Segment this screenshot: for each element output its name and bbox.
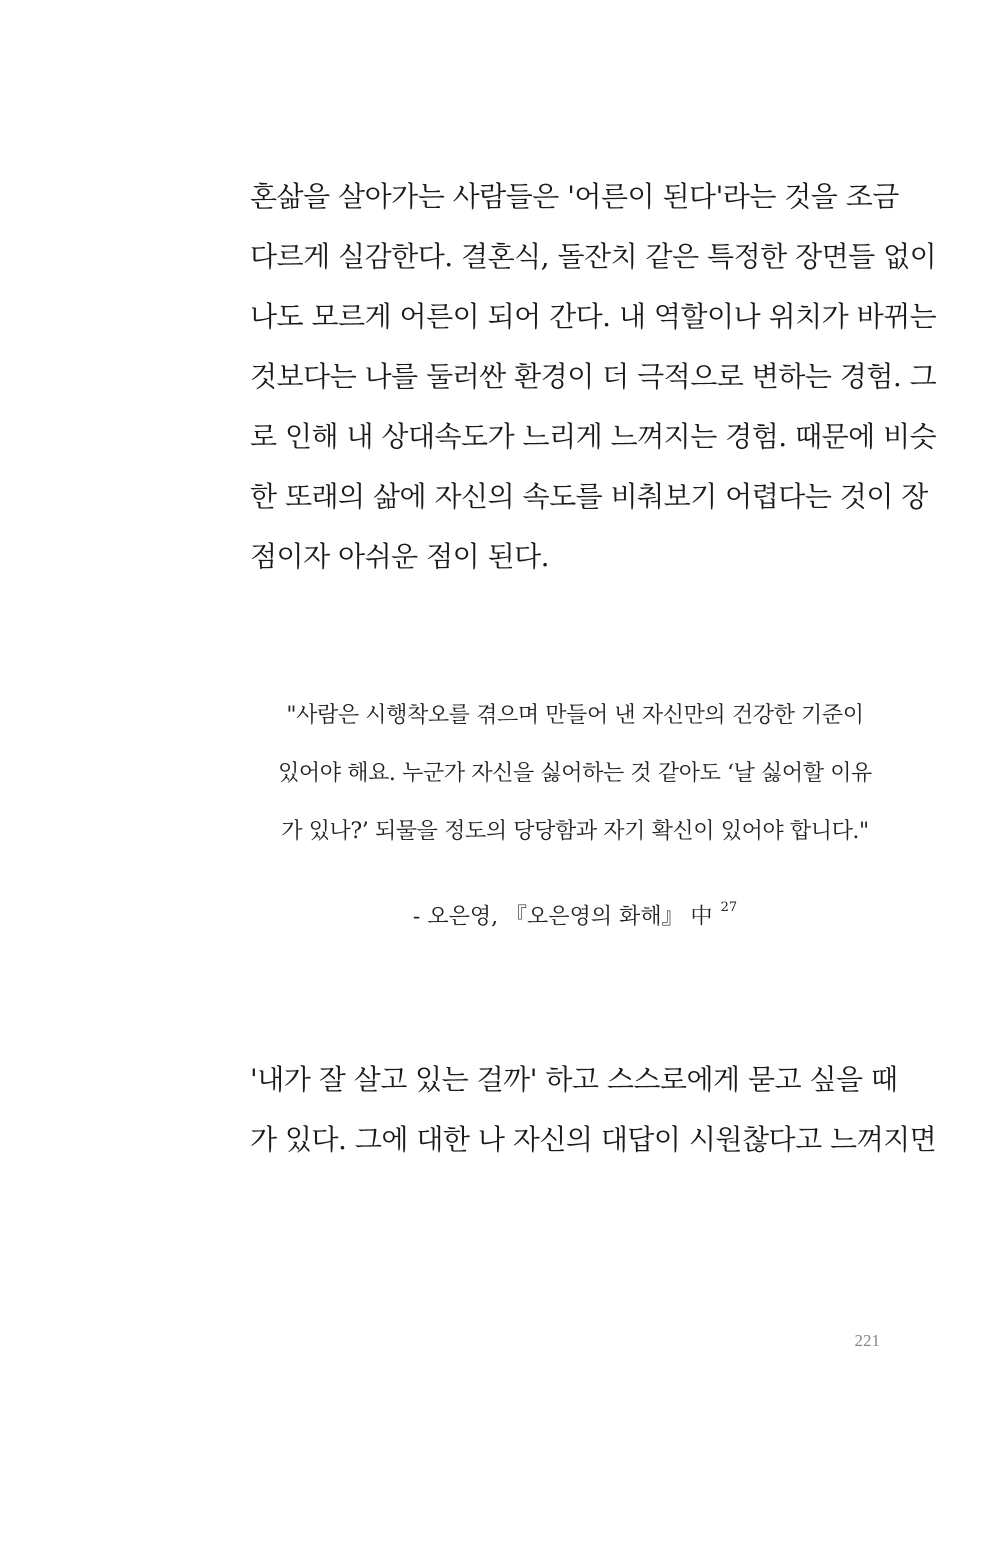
text-line: 다르게 실감한다. 결혼식, 돌잔치 같은 특정한 장면들 없이	[250, 240, 937, 273]
body-paragraph-1	[250, 167, 937, 587]
text-line: 점이자 아쉬운 점이 된다.	[250, 540, 550, 573]
quote-line: "사람은 시행착오를 겪으며 만들어 낸 자신만의 건강한 기준이	[286, 703, 864, 728]
text-line: 가 있다. 그에 대한 나 자신의 대답이 시원찮다고 느껴지면	[250, 1123, 937, 1156]
text-line: 것보다는 나를 둘러싼 환경이 더 극적으로 변하는 경험. 그	[250, 360, 937, 393]
block-quote	[250, 687, 900, 861]
quote-line: 있어야 해요. 누군가 자신을 싫어하는 것 같아도 ‘날 싫어할 이유	[278, 761, 872, 786]
footnote-marker: 27	[720, 900, 738, 915]
body-paragraph-2	[250, 1050, 937, 1170]
text-line: 나도 모르게 어른이 되어 간다. 내 역할이나 위치가 바뀌는	[250, 300, 937, 333]
page-number: 221	[854, 1331, 880, 1350]
text-line: 한 또래의 삶에 자신의 속도를 비춰보기 어렵다는 것이 장	[250, 480, 928, 513]
attribution-text: - 오은영, 『오은영의 화해』 中	[412, 904, 713, 930]
text-line: 로 인해 내 상대속도가 느리게 느껴지는 경험. 때문에 비슷	[250, 420, 937, 453]
quote-attribution	[250, 892, 900, 937]
quote-line: 가 있나?’ 되물을 정도의 당당함과 자기 확신이 있어야 합니다."	[281, 819, 869, 844]
text-line: '내가 잘 살고 있는 걸까' 하고 스스로에게 묻고 싶을 때	[250, 1063, 898, 1096]
text-line: 혼삶을 살아가는 사람들은 '어른이 된다'라는 것을 조금	[250, 180, 899, 213]
